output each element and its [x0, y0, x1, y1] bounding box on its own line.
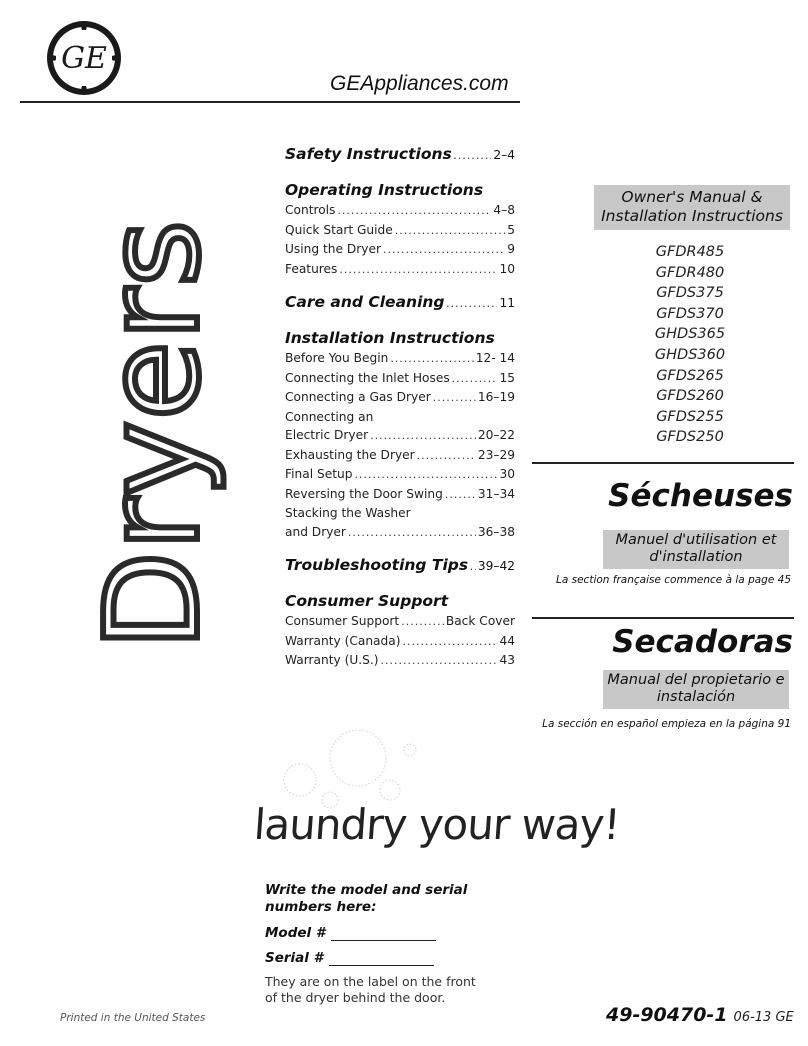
- french-manual-banner: [603, 530, 789, 569]
- spanish-manual-banner: [603, 670, 789, 709]
- model-number: GHDS365: [654, 326, 726, 343]
- toc-item: Using the Dryer ..... 9: [285, 240, 515, 260]
- serial-number-field: [265, 950, 434, 966]
- website-url: GEAppliances.com: [330, 72, 509, 95]
- section-divider: [532, 617, 794, 619]
- owners-manual-line1: Owner's Manual &: [621, 188, 763, 206]
- label-note-line2: of the dryer behind the door.: [265, 990, 446, 1005]
- toc-item: Warranty (U.S.) ..... 43: [285, 651, 515, 671]
- french-section-note: La section française commence à la page 45: [556, 574, 791, 586]
- model-number-blank: [331, 926, 436, 941]
- french-banner-line2: d'installation: [649, 549, 743, 565]
- section-divider: [532, 462, 794, 464]
- toc-item: Electric Dryer ..... 20–22: [285, 426, 515, 446]
- model-number: GFDS260: [656, 388, 724, 405]
- toc-item: Connecting a Gas Dryer ..... 16–19: [285, 388, 515, 408]
- model-number: GFDS265: [656, 367, 724, 384]
- table-of-contents: [285, 143, 515, 683]
- model-number-field: [265, 925, 436, 941]
- toc-item: Stacking the Washer: [285, 506, 411, 520]
- serial-number-blank: [329, 951, 434, 966]
- toc-item: Quick Start Guide ..... 5: [285, 221, 515, 241]
- serial-prompt-line1: Write the model and serial: [265, 882, 468, 898]
- label-note-line1: They are on the label on the front: [265, 974, 476, 989]
- owners-manual-line2: Installation Instructions: [601, 207, 783, 225]
- toc-item: Connecting an: [285, 409, 374, 424]
- spanish-banner-line2: instalación: [656, 689, 736, 705]
- serial-prompt-line2: numbers here:: [265, 899, 377, 915]
- toc-section: [285, 291, 515, 315]
- ge-logo: [46, 20, 122, 96]
- document-number: [606, 1004, 794, 1026]
- toc-item: Connecting the Inlet Hoses ..... 15: [285, 369, 515, 389]
- toc-section: [285, 143, 515, 167]
- spanish-title: Secadoras: [612, 624, 793, 660]
- toc-item: Consumer Support ..... Back Cover: [285, 612, 515, 632]
- toc-heading: Installation Instructions: [285, 329, 495, 347]
- toc-item: Final Setup ..... 30: [285, 465, 515, 485]
- model-number: GFDR485: [655, 244, 725, 260]
- toc-item: Before You Begin ..... 12- 14: [285, 349, 515, 369]
- owners-manual-banner: [594, 185, 790, 230]
- tagline: laundry your way!: [252, 800, 622, 849]
- toc-heading: Operating Instructions: [285, 181, 484, 199]
- model-number-label: Model #: [265, 925, 326, 941]
- french-banner-line1: Manuel d'utilisation et: [615, 532, 777, 548]
- printed-in: Printed in the United States: [60, 1012, 206, 1024]
- toc-heading: Troubleshooting Tips ..... 39–42: [285, 554, 515, 578]
- serial-prompt: [265, 882, 485, 916]
- document-title-vertical: Dryers: [79, 219, 228, 650]
- toc-heading: Consumer Support: [285, 592, 449, 610]
- model-number: GFDS375: [656, 285, 724, 302]
- model-number: GFDS370: [656, 305, 724, 322]
- spanish-section-note: La sección en español empieza en la página 91: [542, 718, 791, 730]
- label-location-note: [265, 974, 495, 1006]
- document-date: 06-13 GE: [733, 1010, 794, 1025]
- toc-heading: Care and Cleaning ..... 11: [285, 291, 515, 315]
- serial-number-label: Serial #: [265, 950, 323, 966]
- french-title: Sécheuses: [608, 478, 793, 514]
- toc-item: Reversing the Door Swing ..... 31–34: [285, 485, 515, 505]
- toc-item: Controls ..... 4–8: [285, 201, 515, 221]
- model-number: GFDS255: [656, 408, 724, 425]
- toc-section: [285, 327, 515, 542]
- model-list: [600, 242, 780, 448]
- toc-section: [285, 179, 515, 279]
- toc-heading: Safety Instructions ..... 2–4: [285, 143, 515, 167]
- toc-section: [285, 554, 515, 578]
- spanish-banner-line1: Manual del propietario e: [607, 672, 785, 688]
- logo-lettering: GE: [61, 41, 107, 76]
- toc-item: Exhausting the Dryer ..... 23–29: [285, 446, 515, 466]
- model-number: GFDS250: [656, 429, 724, 446]
- document-code: 49-90470-1: [606, 1004, 728, 1026]
- toc-item: Features ..... 10: [285, 260, 515, 280]
- toc-section: [285, 590, 515, 671]
- model-number: GHDS360: [654, 346, 726, 363]
- model-number: GFDR480: [655, 264, 725, 281]
- header-divider: [20, 101, 520, 103]
- toc-item: Warranty (Canada) ..... 44: [285, 632, 515, 652]
- toc-item: and Dryer ..... 36–38: [285, 523, 515, 543]
